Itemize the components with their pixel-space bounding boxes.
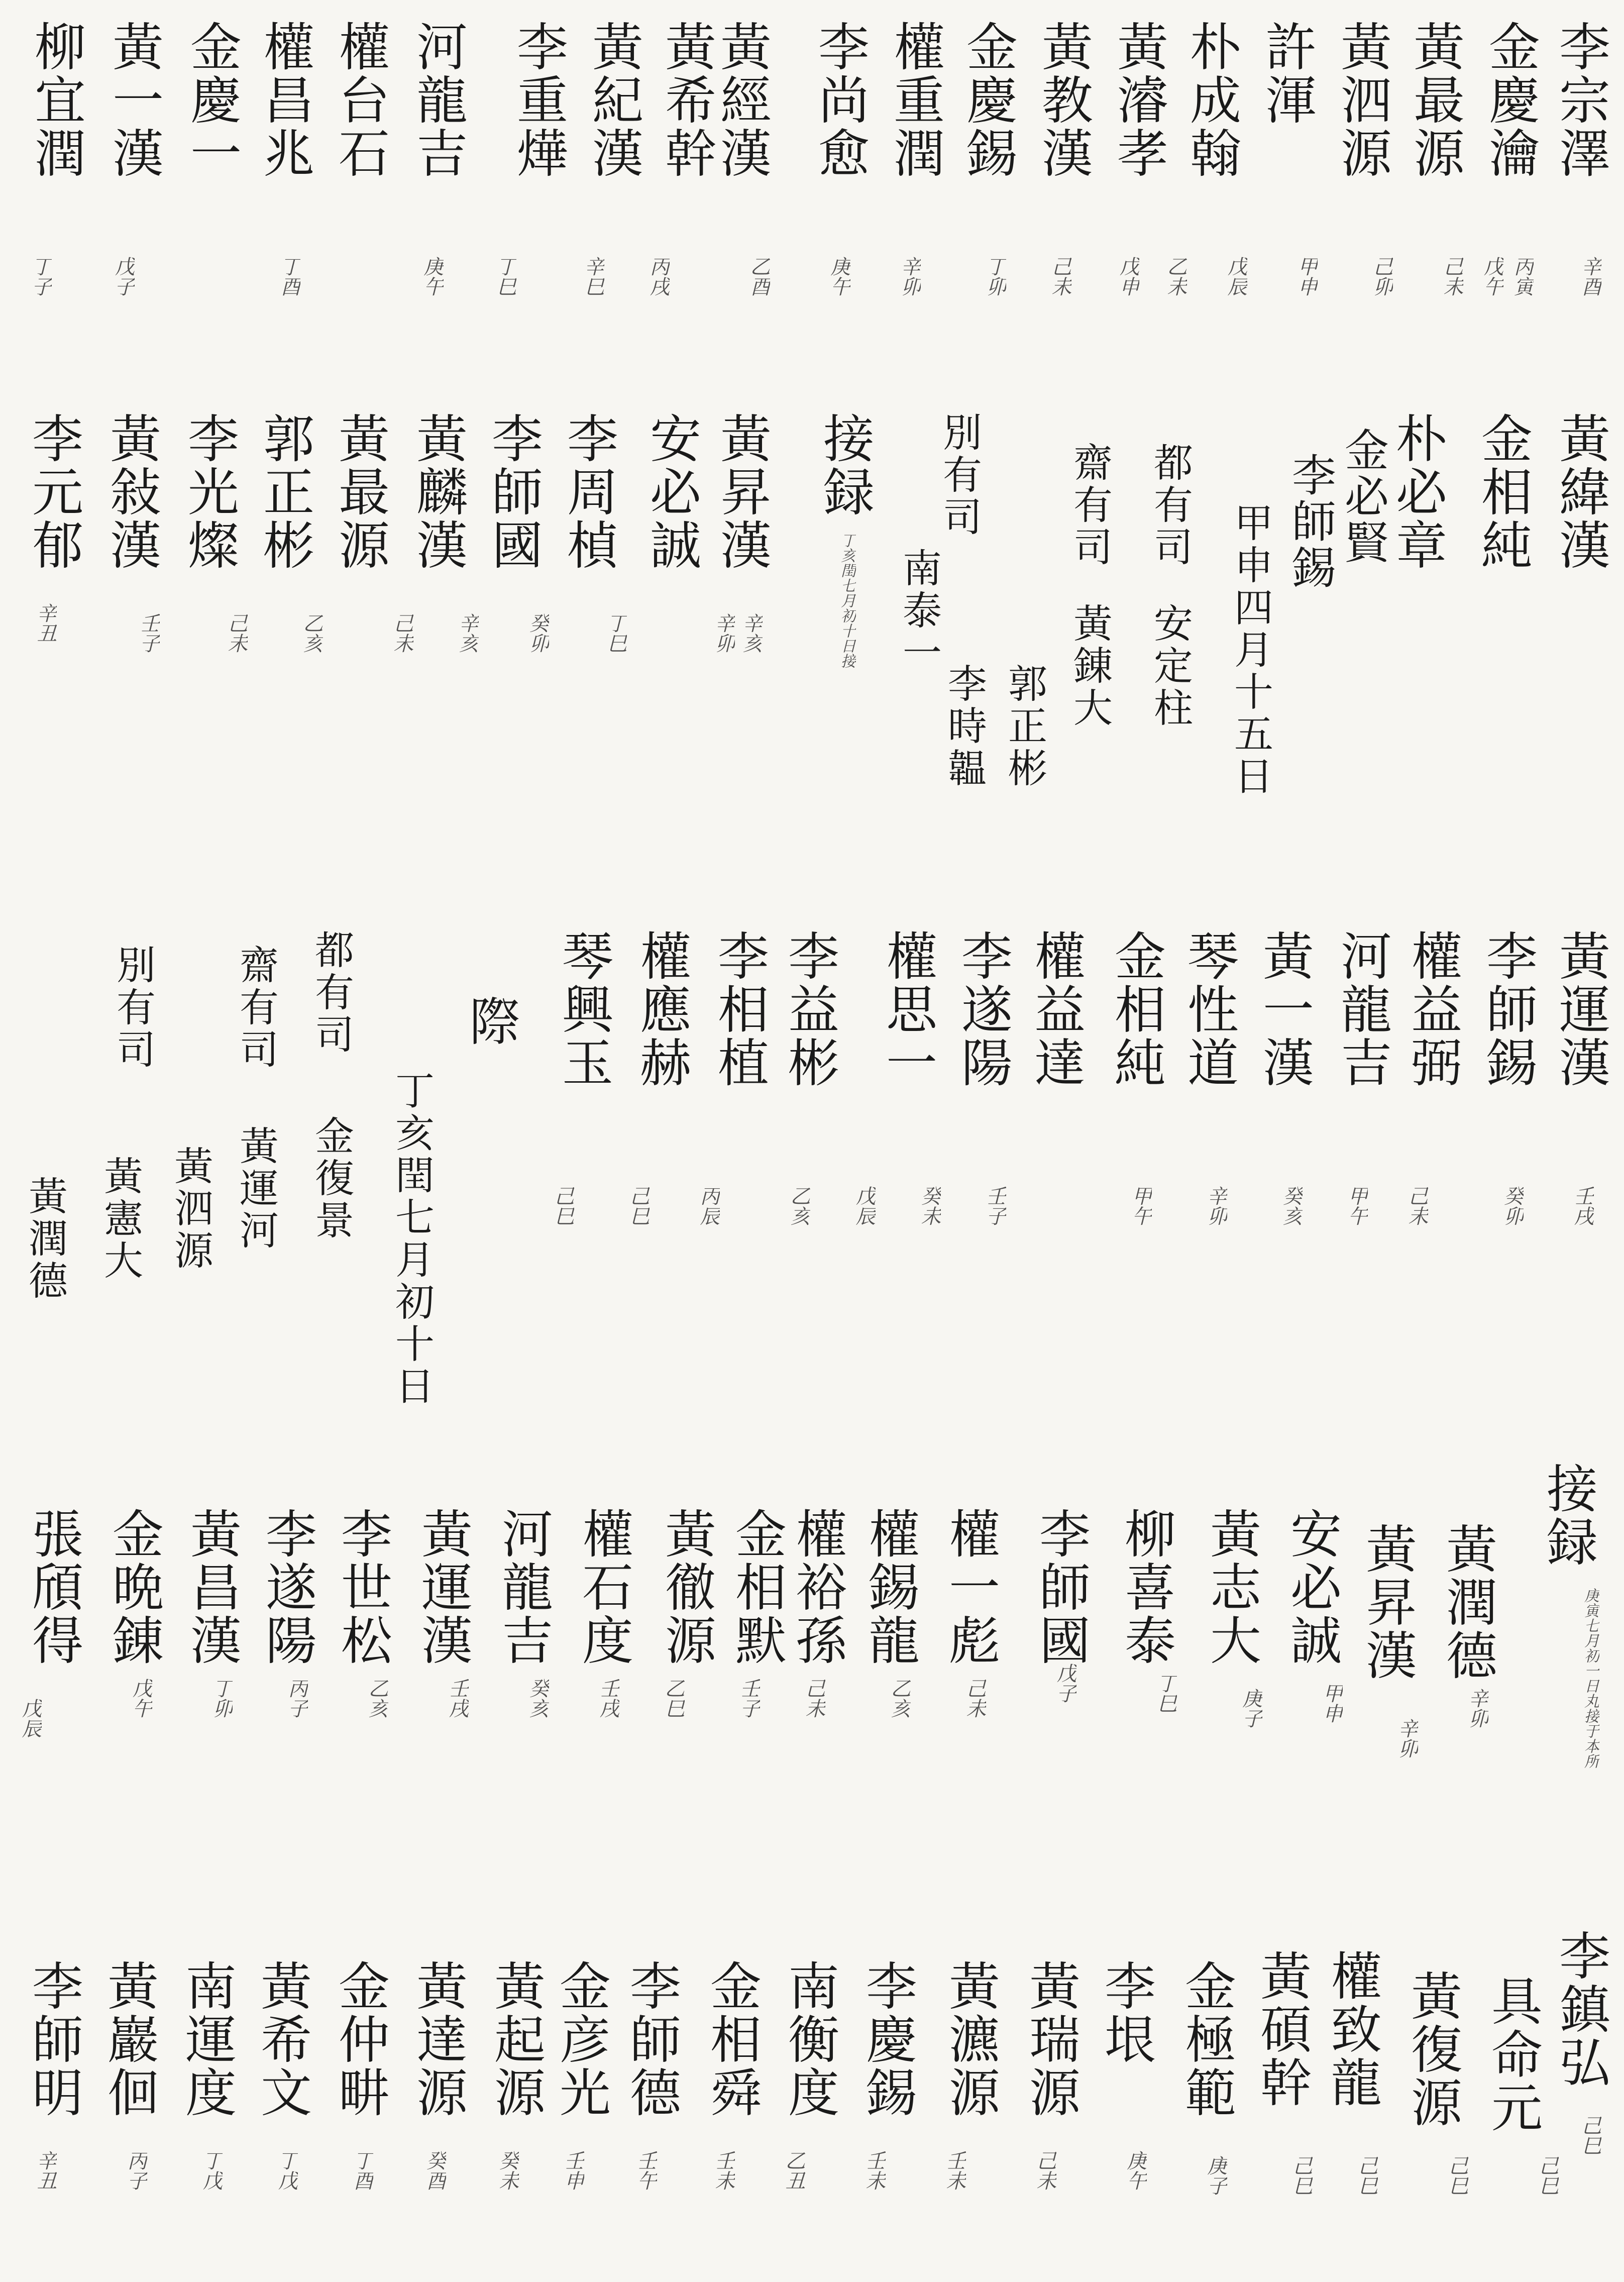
name-entry: 黃希幹 — [657, 20, 716, 180]
roster-section-1 — [0, 0, 1624, 352]
name-entry: 黃達源 — [408, 1959, 468, 2119]
name-entry: 金慶錫 — [958, 20, 1018, 180]
birth-note: 丁巳 — [493, 256, 516, 296]
name-entry: 黃泗源 — [168, 1146, 213, 1272]
name-entry: 李重燁 — [508, 20, 568, 180]
name-entry: 權昌兆 — [255, 20, 314, 180]
birth-note: 庚子 — [1204, 2155, 1227, 2196]
birth-note: 戊午 — [1480, 256, 1503, 296]
name-entry: 金相純 — [1473, 412, 1533, 572]
name-entry: 李宗澤 — [1551, 20, 1610, 180]
name-entry: 朴必章 — [1387, 412, 1447, 572]
roster-section-2 — [0, 392, 1624, 884]
roster-section-4 — [0, 1457, 1624, 1909]
birth-note: 癸未 — [496, 2150, 519, 2191]
name-entry: 黃最源 — [1405, 20, 1465, 180]
name-entry: 黃緯漢 — [1551, 412, 1610, 572]
birth-note: 癸未 — [918, 1186, 941, 1226]
birth-note: 甲午 — [1345, 1186, 1368, 1226]
name-entry: 李遂陽 — [953, 929, 1013, 1089]
name-entry: 金晩錬 — [104, 1507, 164, 1667]
name-entry: 黃經漢 — [712, 20, 772, 180]
name-entry: 李世松 — [333, 1507, 392, 1667]
role-label: 齋有司 — [1067, 442, 1112, 569]
birth-note: 壬未 — [943, 2150, 966, 2191]
birth-note: 丁巳 — [1154, 1673, 1177, 1713]
role-label: 都有司 — [308, 929, 354, 1056]
name-entry: 李師錫 — [1285, 452, 1337, 591]
birth-note: 辛卯 — [1465, 1688, 1488, 1728]
birth-note: 癸亥 — [1279, 1186, 1303, 1226]
name-entry: 李元郁 — [24, 412, 83, 572]
name-entry: 權益弼 — [1402, 929, 1462, 1089]
name-entry: 權裕孫 — [787, 1507, 847, 1667]
birth-note: 丙戌 — [646, 256, 670, 296]
name-entry: 李益彬 — [780, 929, 839, 1089]
name-entry: 黃昇漢 — [1357, 1522, 1417, 1682]
birth-note: 辛酉 — [1578, 256, 1601, 296]
name-entry: 黃敍漢 — [101, 412, 161, 572]
date-entry: 甲申四月十五日 — [1228, 502, 1273, 798]
birth-note: 己未 — [1033, 2150, 1056, 2191]
name-entry: 黃泗源 — [1332, 20, 1392, 180]
name-entry: 黃徹源 — [657, 1507, 716, 1667]
birth-note: 己巳 — [551, 1186, 574, 1226]
name-entry: 黃昌漢 — [182, 1507, 242, 1667]
name-entry: 金慶瀹 — [1480, 20, 1540, 180]
name-entry: 河龍吉 — [408, 20, 468, 180]
birth-note: 己未 — [1440, 256, 1463, 296]
name-entry: 李鎮弘 — [1551, 1929, 1610, 2089]
birth-note: 丁巳 — [604, 613, 627, 653]
birth-note: 己巳 — [1536, 2155, 1559, 2196]
birth-note: 癸亥 — [526, 1678, 549, 1718]
birth-note: 辛卯 — [712, 613, 735, 653]
birth-note: 庚午 — [827, 256, 850, 296]
name-entry: 李慶錫 — [857, 1959, 917, 2119]
birth-note: 丁子 — [29, 256, 52, 296]
name-entry: 金極範 — [1176, 1959, 1236, 2119]
birth-note: 戊辰 — [19, 1698, 42, 1738]
name-entry: 金慶一 — [182, 20, 242, 180]
name-entry: 李相植 — [709, 929, 769, 1089]
birth-note: 己卯 — [1370, 256, 1393, 296]
birth-note: 戊辰 — [1224, 256, 1247, 296]
name-entry: 黃運漢 — [1551, 929, 1610, 1089]
name-entry: 許渾 — [1257, 20, 1317, 127]
birth-note: 辛巳 — [581, 256, 604, 296]
birth-note: 壬戌 — [1571, 1186, 1594, 1226]
birth-note: 壬未 — [712, 2150, 735, 2191]
name-entry: 權台石 — [330, 20, 390, 180]
name-entry: 黃教漢 — [1033, 20, 1093, 180]
name-entry: 權益達 — [1026, 929, 1086, 1089]
name-entry: 黃志大 — [1202, 1507, 1261, 1667]
name-entry: 黃麟漢 — [408, 412, 468, 572]
name-entry: 黃瑞源 — [1021, 1959, 1080, 2119]
birth-note: 壬子 — [737, 1678, 760, 1718]
birth-note: 癸卯 — [1500, 1186, 1524, 1226]
birth-note: 壬子 — [137, 613, 160, 653]
birth-note: 庚子 — [1239, 1688, 1262, 1728]
name-entry: 李周楨 — [559, 412, 618, 572]
birth-note: 乙酉 — [747, 256, 770, 296]
birth-note: 己未 — [390, 613, 413, 653]
header-note: 丁亥閏七月初十日接 — [838, 533, 855, 668]
name-entry: 權應赫 — [631, 929, 691, 1089]
roster-section-5 — [0, 1909, 1624, 2282]
birth-note: 丙寅 — [1510, 256, 1534, 296]
name-entry: 李光燦 — [179, 412, 239, 572]
name-entry: 金必賢 — [1338, 427, 1389, 566]
role-label: 都有司 — [1147, 442, 1193, 569]
birth-note: 丁卯 — [209, 1678, 233, 1718]
birth-note: 己未 — [963, 1678, 986, 1718]
role-label: 齋有司 — [233, 945, 278, 1071]
section-header: 接録 — [815, 412, 875, 518]
name-entry: 李師德 — [621, 1959, 681, 2119]
birth-note: 辛亥 — [456, 613, 479, 653]
birth-note: 辛卯 — [898, 256, 921, 296]
birth-note: 戊申 — [1116, 256, 1139, 296]
name-entry: 權重潤 — [885, 20, 945, 180]
name-entry: 琴性道 — [1179, 929, 1239, 1089]
name-entry: 南泰一 — [896, 548, 941, 674]
name-entry: 黃起源 — [486, 1959, 546, 2119]
name-entry: 柳喜泰 — [1116, 1507, 1176, 1667]
birth-note: 壬子 — [983, 1186, 1006, 1226]
birth-note: 甲午 — [1129, 1186, 1152, 1226]
name-entry: 李垠 — [1096, 1959, 1156, 2066]
birth-note: 辛卯 — [1204, 1186, 1227, 1226]
birth-note: 己巳 — [1355, 2155, 1378, 2196]
role-label: 別有司 — [936, 412, 982, 539]
birth-note: 己未 — [1048, 256, 1071, 296]
name-entry: 具命元 — [1483, 1975, 1543, 2134]
birth-note: 己未 — [802, 1678, 825, 1718]
header-note: 庚寅七月初一日丸接于本所 — [1581, 1588, 1599, 1769]
name-entry: 河龍吉 — [493, 1507, 553, 1667]
birth-note: 己巳 — [1289, 2155, 1313, 2196]
birth-note: 庚午 — [420, 256, 444, 296]
name-entry: 南衡度 — [780, 1959, 839, 2119]
name-entry: 金復景 — [308, 1115, 354, 1242]
birth-note: 乙亥 — [888, 1678, 911, 1718]
name-entry: 朴成翰 — [1181, 20, 1241, 180]
birth-note: 壬戌 — [596, 1678, 619, 1718]
birth-note: 甲申 — [1320, 1683, 1343, 1723]
birth-note: 壬午 — [634, 2150, 657, 2191]
roster-section-3 — [0, 904, 1624, 1457]
name-entry: 安定柱 — [1147, 603, 1193, 730]
birth-note: 己巳 — [1445, 2155, 1468, 2196]
birth-note: 辛卯 — [1395, 1718, 1418, 1758]
birth-note: 壬戌 — [446, 1678, 469, 1718]
birth-note: 庚午 — [1124, 2150, 1147, 2191]
name-entry: 李師錫 — [1478, 929, 1538, 1089]
name-entry: 郭正彬 — [255, 412, 314, 572]
name-entry: 黃昇漢 — [712, 412, 772, 572]
name-entry: 李師國 — [1031, 1507, 1091, 1667]
name-entry: 琴興玉 — [554, 929, 613, 1089]
name-entry: 黃濬孝 — [1109, 20, 1168, 180]
name-entry: 河龍吉 — [1332, 929, 1392, 1089]
name-entry: 金仲畊 — [330, 1959, 390, 2119]
name-entry: 南運度 — [177, 1959, 237, 2119]
birth-note: 己未 — [225, 613, 248, 653]
birth-note: 辛丑 — [34, 603, 57, 643]
birth-note: 己巳 — [626, 1186, 649, 1226]
birth-note: 丁卯 — [983, 256, 1006, 296]
name-entry: 權思一 — [878, 929, 937, 1089]
name-entry: 李師國 — [483, 412, 543, 572]
name-entry: 李時韞 — [941, 663, 987, 790]
name-entry: 金彦光 — [551, 1959, 611, 2119]
name-entry: 郭正彬 — [1002, 663, 1047, 790]
name-entry: 李師明 — [24, 1959, 83, 2119]
name-entry: 權一彪 — [940, 1507, 1000, 1667]
birth-note: 丁戊 — [275, 2150, 298, 2191]
birth-note: 丁戊 — [199, 2150, 223, 2191]
birth-note: 乙未 — [1164, 256, 1187, 296]
birth-note: 丙子 — [124, 2150, 147, 2191]
name-entry: 張頎得 — [24, 1507, 83, 1667]
date-entry: 丁亥閏七月初十日 — [389, 1070, 434, 1408]
name-entry: 李遂陽 — [257, 1507, 317, 1667]
birth-note: 戊辰 — [852, 1186, 876, 1226]
birth-note: 乙丑 — [782, 2150, 805, 2191]
birth-note: 丁酉 — [277, 256, 300, 296]
birth-note: 癸卯 — [526, 613, 549, 653]
name-entry: 黃一漢 — [104, 20, 164, 180]
name-entry: 安必誠 — [1282, 1507, 1342, 1667]
name-entry: 黃運漢 — [413, 1507, 473, 1667]
birth-note: 戊子 — [112, 256, 135, 296]
birth-note: 壬申 — [561, 2150, 584, 2191]
name-entry: 權石度 — [574, 1507, 633, 1667]
birth-note: 戊午 — [129, 1678, 152, 1718]
birth-note: 辛丑 — [34, 2150, 57, 2191]
name-entry: 黃碩幹 — [1252, 1949, 1312, 2109]
name-entry: 黃憲大 — [97, 1156, 143, 1282]
name-entry: 黃潤德 — [22, 1176, 67, 1302]
section-header: 接録 — [1538, 1462, 1598, 1569]
name-entry: 權致龍 — [1322, 1949, 1382, 2109]
birth-note: 乙亥 — [300, 613, 323, 653]
name-entry: 黃最源 — [330, 412, 390, 572]
birth-note: 己未 — [1405, 1186, 1428, 1226]
name-entry: 黃一漢 — [1254, 929, 1314, 1089]
birth-note: 甲申 — [1294, 256, 1318, 296]
birth-note: 丙辰 — [697, 1186, 720, 1226]
birth-note: 丙子 — [285, 1678, 308, 1718]
name-entry: 金相默 — [727, 1507, 787, 1667]
name-entry: 李尚愈 — [810, 20, 870, 180]
birth-note: 丁酉 — [350, 2150, 373, 2191]
birth-note: 癸酉 — [423, 2150, 446, 2191]
name-entry: 黃巖佪 — [99, 1959, 159, 2119]
name-entry: 黃紀漢 — [584, 20, 643, 180]
name-entry: 柳宜潤 — [26, 20, 86, 180]
name-entry: 黃運河 — [233, 1125, 278, 1252]
name-entry: 黃錬大 — [1067, 603, 1112, 730]
name-entry: 黃復源 — [1402, 1969, 1462, 2129]
name-entry: 金相純 — [1106, 929, 1166, 1089]
name-entry: 黃潤德 — [1438, 1522, 1497, 1682]
birth-note: 辛亥 — [739, 613, 763, 653]
birth-note: 乙巳 — [662, 1678, 685, 1718]
name-entry: 黃希文 — [252, 1959, 312, 2119]
birth-note: 乙亥 — [787, 1186, 810, 1226]
birth-note: 己巳 — [1578, 2115, 1601, 2155]
name-entry: 安必誠 — [641, 412, 701, 572]
name-entry: 金相舜 — [702, 1959, 762, 2119]
birth-note: 壬未 — [862, 2150, 886, 2191]
name-entry: 黃瀌源 — [940, 1959, 1000, 2119]
birth-note: 戊子 — [1053, 1663, 1076, 1703]
birth-note: 乙亥 — [365, 1678, 388, 1718]
name-entry: 權錫龍 — [860, 1507, 920, 1667]
role-label: 別有司 — [110, 945, 155, 1071]
section-label: 際 — [461, 995, 520, 1048]
